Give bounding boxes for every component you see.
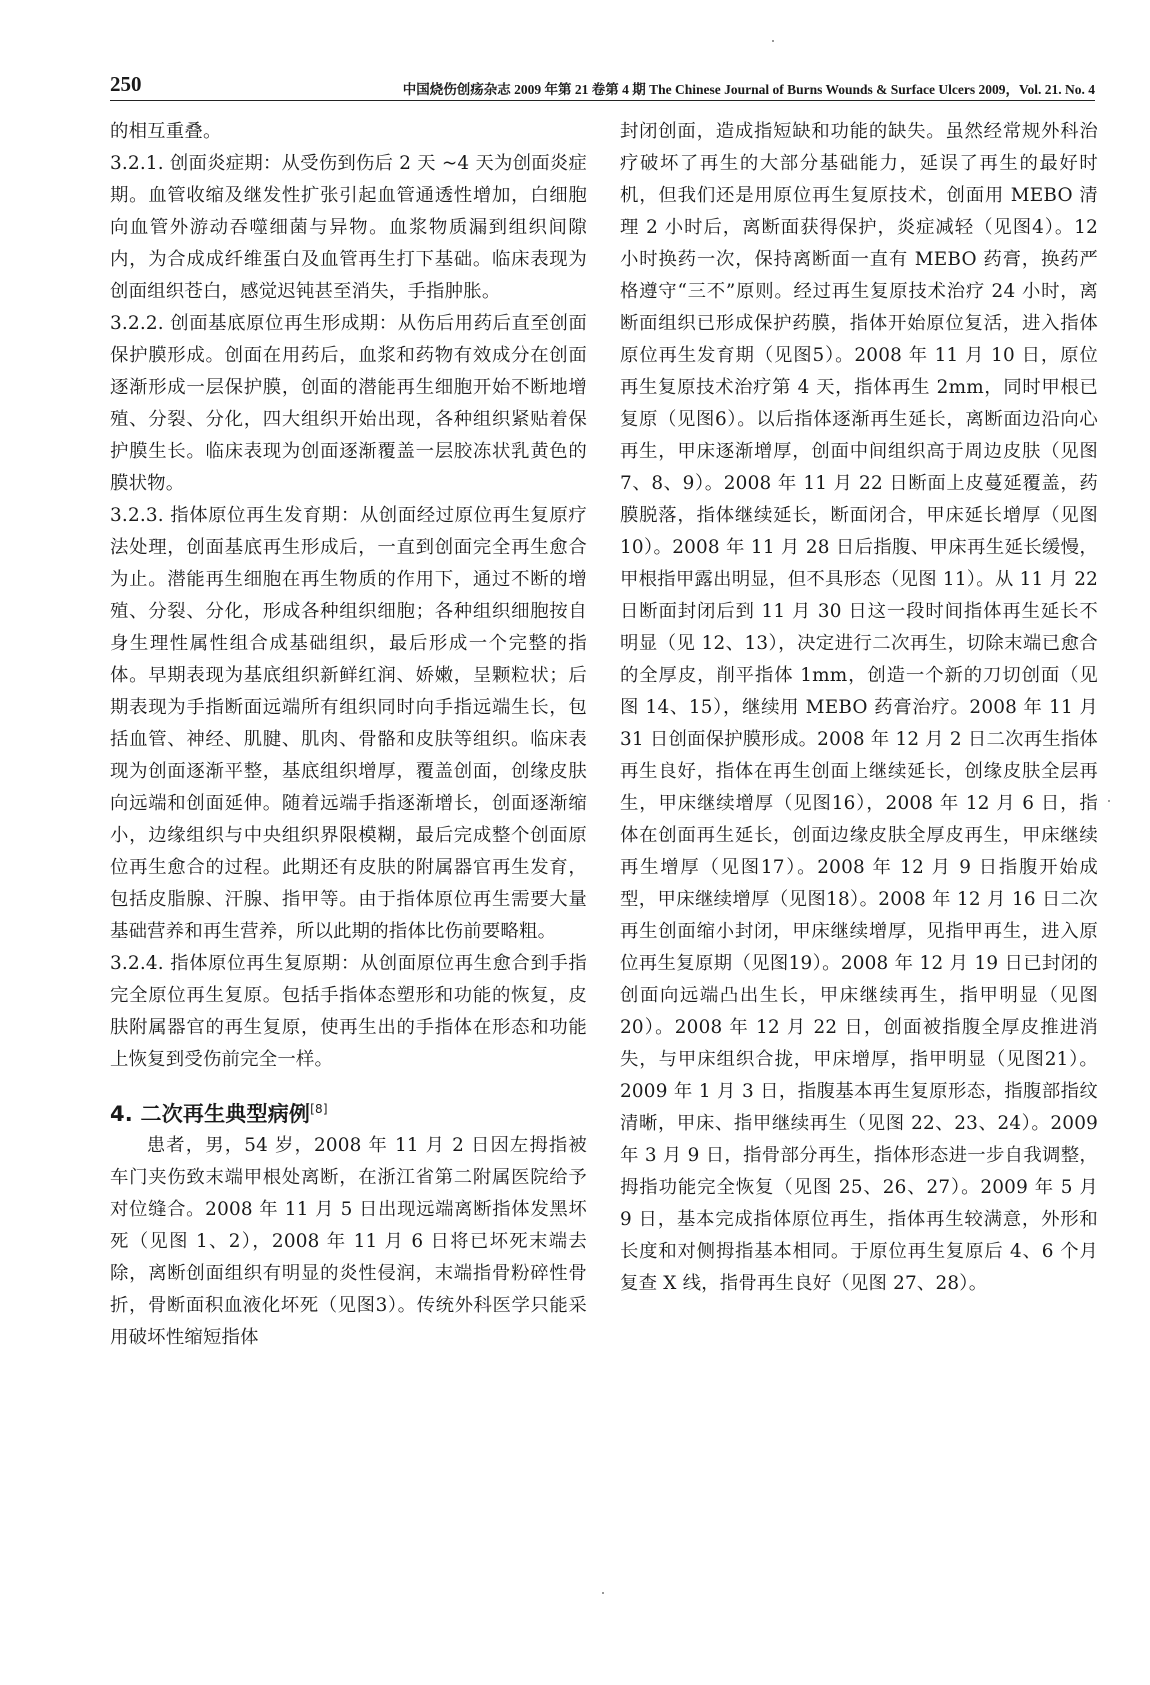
section-title: 4. 二次再生典型病例	[110, 1102, 311, 1126]
section-heading-4	[110, 1098, 587, 1130]
case-continuation-paragraph: 封闭创面，造成指短缺和功能的缺失。虽然经常规外科治疗破坏了再生的大部分基础能力，延误了再生的最好时机，但我们还是用原位再生复原技术，创面用 MEBO 清理 2 小时后，离断面获得保护，炎症减轻（见图4）。12 小时换药一次，保持离断面一直有 MEBO 药膏，换药严格遵守“三不”原则。经过再生复原技术治疗 24 小时，离断面组织已形成保护药膜，指体开始原位复活，进入指体原位再生发育期（见图5）。2008 年 11 月 10 日，原位再生复原技术治疗第 4 天，指体再生 2mm，同时甲根已复原（见图6）。以后指体逐渐再生延长，离断面边沿向心再生，甲床逐渐增厚，创面中间组织高于周边皮肤（见图 7、8、9）。2008 年 11 月 22 日断面上皮蔓延覆盖，药膜脱落，指体继续延长，断面闭合，甲床延长增厚（见图 10）。2008 年 11 月 28 日后指腹、甲床再生延长缓慢，甲根指甲露出明显，但不具形态（见图 11）。从 11 月 22 日断面封闭后到 11 月 30 日这一段时间指体再生延长不明显（见 12、13），决定进行二次再生，切除末端已愈合的全厚皮，削平指体 1mm，创造一个新的刀切创面（见图 14、15），继续用 MEBO 药膏治疗。2008 年 11 月 31 日创面保护膜形成。2008 年 12 月 2 日二次再生指体再生良好，指体在再生创面上继续延长，创缘皮肤全层再生，甲床继续增厚（见图16），2008 年 12 月 6 日，指体在创面再生延长，创面边缘皮肤全厚皮再生，甲床继续再生增厚（见图17）。2008 年 12 月 9 日指腹开始成型，甲床继续增厚（见图18）。2008 年 12 月 16 日二次再生创面缩小封闭，甲床继续增厚，见指甲再生，进入原位再生复原期（见图19）。2008 年 12 月 19 日已封闭的创面向远端凸出生长，甲床继续再生，指甲明显（见图20）。2008 年 12 月 22 日，创面被指腹全厚皮推进消失，与甲床组织合拢，甲床增厚，指甲明显（见图21）。2009 年 1 月 3 日，指腹基本再生复原形态，指腹部指纹清晰，甲床、指甲继续再生（见图 22、23、24）。2009 年 3 月 9 日，指骨部分再生，指体形态进一步自我调整，拇指功能完全恢复（见图 25、26、27）。2009 年 5 月 9 日，基本完成指体原位再生，指体再生较满意，外形和长度和对侧拇指基本相同。于原位再生复原后 4、6 个月复查 X 线，指骨再生良好（见图 27、28）。	[620, 121, 1099, 1294]
running-header	[110, 70, 1095, 101]
scan-speck	[1108, 800, 1110, 802]
left-column	[110, 116, 587, 1354]
right-column	[620, 116, 1098, 1300]
paragraph-3-2-1: 3.2.1. 创面炎症期：从受伤到伤后 2 天 ~4 天为创面炎症期。血管收缩及继发性扩张引起血管通透性增加，白细胞向血管外游动吞噬细菌与异物。血浆物质漏到组织间隙内，为合成成纤维蛋白及血管再生打下基础。临床表现为创面组织苍白，感觉迟钝甚至消失，手指肿胀。	[110, 153, 587, 302]
scan-speck	[772, 40, 774, 42]
page-number: 250	[110, 72, 142, 96]
paragraph-3-2-3: 3.2.3. 指体原位再生发育期：从创面经过原位再生复原疗法处理，创面基底再生形成后，一直到创面完全再生愈合为止。潜能再生细胞在再生物质的作用下，通过不断的增殖、分裂、分化，形成各种组织细胞；各种组织细胞按自身生理性属性组合成基础组织，最后形成一个完整的指体。早期表现为基底组织新鲜红润、娇嫩，呈颗粒状；后期表现为手指断面远端所有组织同时向手指远端生长，包括血管、神经、肌腱、肌肉、骨骼和皮肤等组织。临床表现为创面逐渐平整，基底组织增厚，覆盖创面，创缘皮肤向远端和创面延伸。随着远端手指逐渐增长，创面逐渐缩小，边缘组织与中央组织界限模糊，最后完成整个创面原位再生愈合的过程。此期还有皮肤的附属器官再生发育，包括皮脂腺、汗腺、指甲等。由于指体原位再生需要大量基础营养和再生营养，所以此期的指体比伤前要略粗。	[110, 505, 587, 942]
paragraph-continuation: 的相互重叠。	[110, 121, 222, 142]
journal-running-head: 中国烧伤创疡杂志 2009 年第 21 卷第 4 期 The Chinese Journal of Burns Wounds & Surface Ulcers 2009，Vol. 21. No. 4	[402, 82, 1095, 97]
case-paragraph: 患者，男，54 岁，2008 年 11 月 2 日因左拇指被车门夹伤致末端甲根处离断，在浙江省第二附属医院给予对位缝合。2008 年 11 月 5 日出现远端离断指体发黑坏死（见图 1、2），2008 年 11 月 6 日将已坏死末端去除，离断创面组织有明显的炎性侵润，末端指骨粉碎性骨折，骨断面积血液化坏死（见图3）。传统外科医学只能采用破坏性缩短指体	[110, 1135, 587, 1348]
paragraph-3-2-4: 3.2.4. 指体原位再生复原期：从创面原位再生愈合到手指完全原位再生复原。包括手指体态塑形和功能的恢复，皮肤附属器官的再生复原，使再生出的手指体在形态和功能上恢复到受伤前完全一样。	[110, 953, 587, 1070]
scan-speck	[602, 1592, 604, 1594]
section-reference: [8]	[310, 1102, 328, 1116]
paragraph-3-2-2: 3.2.2. 创面基底原位再生形成期：从伤后用药后直至创面保护膜形成。创面在用药后，血浆和药物有效成分在创面逐渐形成一层保护膜，创面的潜能再生细胞开始不断地增殖、分裂、分化，四大组织开始出现，各种组织紧贴着保护膜生长。临床表现为创面逐渐覆盖一层胶冻状乳黄色的膜状物。	[110, 313, 587, 494]
